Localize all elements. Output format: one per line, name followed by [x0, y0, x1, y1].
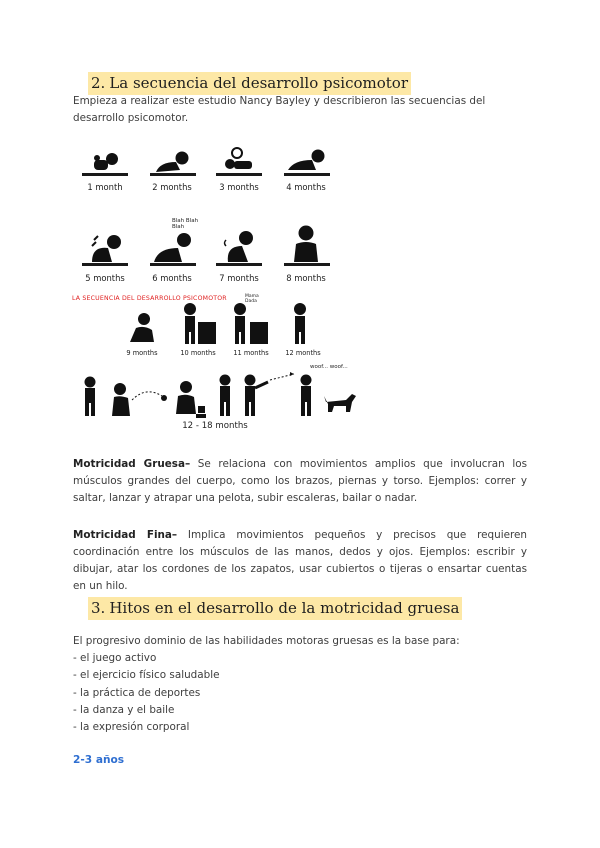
row2-floor-line [82, 263, 128, 266]
toddler-dog-icon [296, 372, 358, 418]
gruesa-dash: – [184, 458, 191, 470]
caption-11-months: 11 months [233, 349, 269, 357]
caption-8-months: 8 months [286, 273, 326, 283]
caption-6-months: 6 months [152, 273, 192, 283]
list-item: - el ejercicio físico saludable [73, 669, 220, 681]
baby-10-months-icon [180, 302, 218, 346]
section-2-heading [88, 72, 411, 95]
section-3-title: Hitos en el desarrollo de la motricidad gruesa [109, 599, 460, 617]
section-3-intro: El progresivo dominio de las habilidades motoras gruesas es la base para: [73, 635, 460, 647]
baby-4-months-icon [284, 146, 330, 174]
fina-paragraph [73, 527, 527, 595]
caption-7-months: 7 months [219, 273, 259, 283]
section-3-heading [88, 597, 462, 620]
toddler-walking-icon [80, 376, 100, 418]
row1-floor-line [216, 173, 262, 176]
baby-7-months-icon [218, 228, 262, 264]
section-2-title: La secuencia del desarrollo psicomotor [109, 74, 409, 92]
list-item: - la práctica de deportes [73, 687, 201, 699]
fina-text: Implica movimientos pequeños y precisos que requieren coordinación entre los músculos de las manos, dedos y ojos. Ejemplos: escribir y dibujar, atar los cordones de los zapatos, usar cubiertos o tijeras o ensartar cuentas en un hilo. [73, 529, 527, 592]
caption-4-months: 4 months [286, 182, 326, 192]
section-2-number: 2. [91, 74, 106, 92]
list-item: - el juego activo [73, 652, 157, 664]
toddler-sitting-ball-icon [110, 382, 170, 418]
figure-red-label: LA SECUENCIA DEL DESARROLLO PSICOMOTOR [72, 295, 227, 302]
row1-floor-line [82, 173, 128, 176]
row1-floor-line [284, 173, 330, 176]
baby-8-months-icon [286, 224, 326, 264]
caption-10-months: 10 months [180, 349, 216, 357]
blah-speech-text: Blah Blah Blah [172, 218, 199, 230]
gruesa-paragraph [73, 456, 527, 507]
row2-floor-line [150, 263, 196, 266]
mama-speech-text: Mama Dada [245, 294, 259, 304]
list-item: - la danza y el baile [73, 704, 175, 716]
caption-3-months: 3 months [219, 182, 259, 192]
baby-1-month-icon [88, 150, 128, 174]
baby-3-months-icon [216, 144, 260, 174]
caption-2-months: 2 months [152, 182, 192, 192]
baby-2-months-icon [150, 150, 192, 174]
fina-dash: – [171, 529, 178, 541]
baby-5-months-icon [86, 232, 128, 264]
caption-1-month: 1 month [87, 182, 123, 192]
caption-5-months: 5 months [85, 273, 125, 283]
caption-9-months: 9 months [126, 349, 158, 357]
toddler-throwing-icon [240, 370, 300, 418]
section-3-number: 3. [91, 599, 106, 617]
baby-6-months-icon [150, 228, 196, 264]
baby-11-months-icon [230, 302, 270, 346]
row2-floor-line [216, 263, 262, 266]
gruesa-term: Motricidad Gruesa [73, 458, 185, 470]
section-2-intro: Empieza a realizar este estudio Nancy Bayley y describieron las secuencias del desarrollo psicomotor. [73, 95, 486, 124]
toddler-standing-icon [214, 374, 236, 418]
baby-9-months-icon [126, 312, 160, 346]
row1-floor-line [150, 173, 196, 176]
row2-floor-line [284, 263, 330, 266]
age-subheading: 2-3 años [73, 754, 125, 766]
baby-12-months-icon [290, 302, 314, 346]
caption-12-18-months: 12 - 18 months [182, 421, 248, 431]
woof-speech-text: woof... woof... [310, 364, 348, 370]
list-item: - la expresión corporal [73, 721, 190, 733]
toddler-blocks-icon [172, 380, 206, 418]
caption-12-months: 12 months [285, 349, 321, 357]
fina-term: Motricidad Fina [73, 529, 172, 541]
gruesa-text: Se relaciona con movimientos amplios que involucran los músculos grandes del cuerpo, como los brazos, piernas y torso. Ejemplos: correr y saltar, lanzar y atrapar una pelota, subir escaleras, bailar o nadar. [73, 458, 528, 504]
